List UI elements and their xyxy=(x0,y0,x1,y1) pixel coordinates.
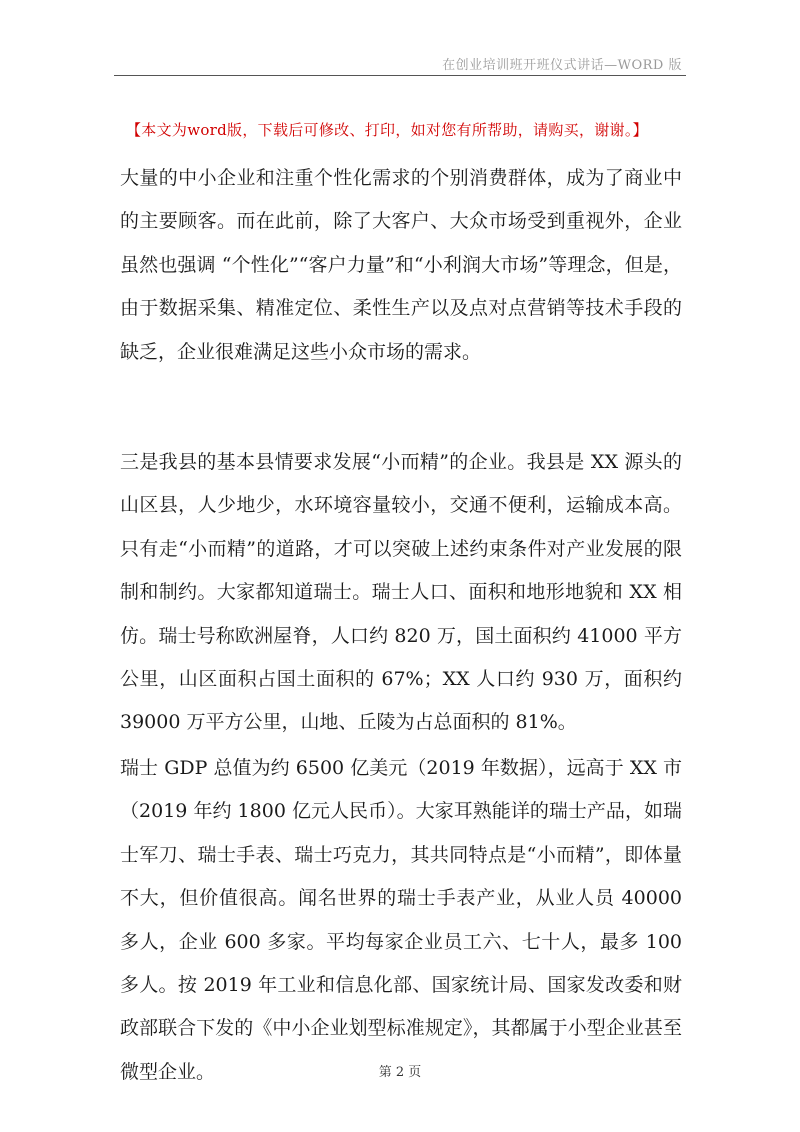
header-divider xyxy=(114,75,686,76)
download-notice: 【本文为word版，下载后可修改、打印，如对您有所帮助，请购买，谢谢。】 xyxy=(126,121,648,139)
page-number: 第 2 页 xyxy=(378,1065,422,1080)
body-paragraph-2: 三是我县的基本县情要求发展“小而精”的企业。我县是 XX 源头的山区县，人少地少，水环境容量较小，交通不便利，运输成本高。只有走“小而精”的道路，才可以突破上述约束条件对产业发展的限制和制约。大家都知道瑞士。瑞士人口、面积和地形地貌和 XX 相仿。瑞士号称欧洲屋脊，人口约 820 万，国土面积约 41000 平方公里，山区面积占国土面积的 67%；XX 人口约 930 万，面积约 39000 万平方公里，山地、丘陵为占总面积的 81%。 xyxy=(120,451,682,734)
body-paragraph-3: 瑞士 GDP 总值为约 6500 亿美元（2019 年数据），远高于 XX 市（2019 年约 1800 亿元人民币）。大家耳熟能详的瑞士产品，如瑞士军刀、瑞士手表、瑞士巧克力，其共同特点是“小而精”，即体量不大，但价值很高。闻名世界的瑞士手表产业，从业人员 40000 多人，企业 600 多家。平均每家企业员工六、七十人，最多 100 多人。按 2019 年工业和信息化部、国家统计局、国家发改委和财政部联合下发的《中小企业划型标准规定》，其都属于小型企业甚至微型企业。 xyxy=(120,757,682,1083)
running-header: 在创业培训班开班仪式讲话—WORD 版 xyxy=(442,58,682,73)
body-paragraph-1: 大量的中小企业和注重个性化需求的个别消费群体，成为了商业中的主要顾客。而在此前，除了大客户、大众市场受到重视外，企业虽然也强调 “个性化”“客户力量”和“小利润大市场”等理念，但是，由于数据采集、精准定位、柔性生产以及点对点营销等技术手段的缺乏，企业很难满足这些小众市场的需求。 xyxy=(120,167,682,363)
